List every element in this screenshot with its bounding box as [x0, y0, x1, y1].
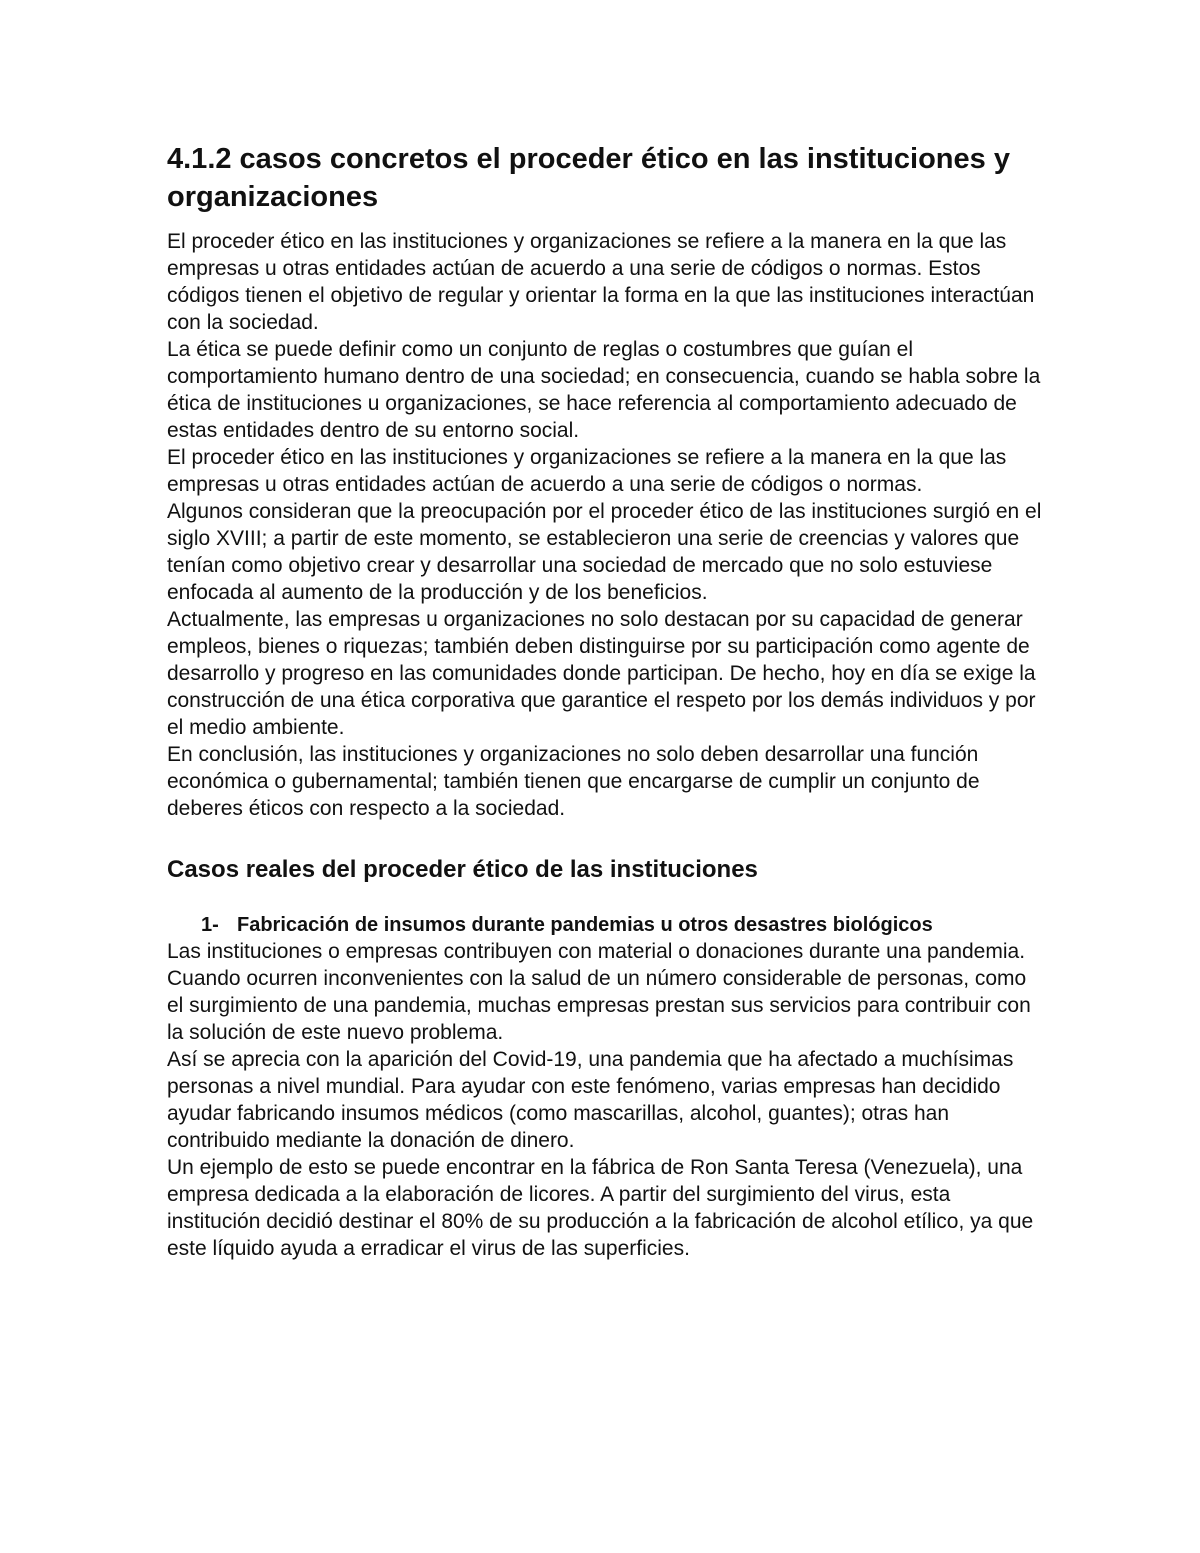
case-paragraph-4: Un ejemplo de esto se puede encontrar en la fábrica de Ron Santa Teresa (Venezuela), una empresa dedicada a la elaboración de licores. A partir del surgimiento del virus, esta institución decidió destinar el 80% de su producción a la fabricación de alcohol etílico, ya que este líquido ayuda a erradicar el virus de las superficies.: [167, 1156, 1034, 1260]
case-paragraph-2: Cuando ocurren inconvenientes con la salud de un número considerable de personas, como el surgimiento de una pandemia, muchas empresas prestan sus servicios para contribuir con la solución de este nuevo problema.: [167, 967, 1031, 1044]
document-page: [167, 140, 1047, 1262]
document-title: 4.1.2 casos concretos el proceder ético en las instituciones y organizaciones: [167, 143, 1010, 213]
intro-paragraph-5: Actualmente, las empresas u organizaciones no solo destacan por su capacidad de generar empleos, bienes o riquezas; también deben distinguirse por su participación como agente de desarrollo y progreso en las comunidades donde participan. De hecho, hoy en día se exige la construcción de una ética corporativa que garantice el respeto por los demás individuos y por el medio ambiente.: [167, 608, 1036, 739]
intro-paragraph-1: El proceder ético en las instituciones y organizaciones se refiere a la manera en la que las empresas u otras entidades actúan de acuerdo a una serie de códigos o normas. Estos códigos tienen el objetivo de regular y orientar la forma en la que las instituciones interactúan con la sociedad.: [167, 230, 1035, 334]
intro-paragraph-2: La ética se puede definir como un conjunto de reglas o costumbres que guían el comportamiento humano dentro de una sociedad; en consecuencia, cuando se habla sobre la ética de instituciones u organizaciones, se hace referencia al comportamiento adecuado de estas entidades dentro de su entorno social.: [167, 338, 1041, 442]
section-heading: Casos reales del proceder ético de las instituciones: [167, 856, 758, 883]
intro-paragraph-3: El proceder ético en las instituciones y organizaciones se refiere a la manera en la que las empresas u otras entidades actúan de acuerdo a una serie de códigos o normas.: [167, 446, 1007, 496]
intro-section: [167, 228, 1047, 822]
list-item-text: Fabricación de insumos durante pandemias u otros desastres biológicos: [237, 914, 933, 936]
list-item-number: 1-: [201, 914, 219, 936]
case-section: [167, 938, 1047, 1262]
intro-paragraph-4: Algunos consideran que la preocupación por el proceder ético de las instituciones surgió en el siglo XVIII; a partir de este momento, se establecieron una serie de creencias y valores que tenían como objetivo crear y desarrollar una sociedad de mercado que no solo estuviese enfocada al aumento de la producción y de los beneficios.: [167, 500, 1042, 604]
intro-paragraph-6: En conclusión, las instituciones y organizaciones no solo deben desarrollar una función económica o gubernamental; también tienen que encargarse de cumplir un conjunto de deberes éticos con respecto a la sociedad.: [167, 743, 980, 820]
case-paragraph-3: Así se aprecia con la aparición del Covid-19, una pandemia que ha afectado a muchísimas personas a nivel mundial. Para ayudar con este fenómeno, varias empresas han decidido ayudar fabricando insumos médicos (como mascarillas, alcohol, guantes); otras han contribuido mediante la donación de dinero.: [167, 1048, 1014, 1152]
list-item: [167, 912, 1047, 938]
case-paragraph-1: Las instituciones o empresas contribuyen con material o donaciones durante una pandemia.: [167, 940, 1026, 963]
